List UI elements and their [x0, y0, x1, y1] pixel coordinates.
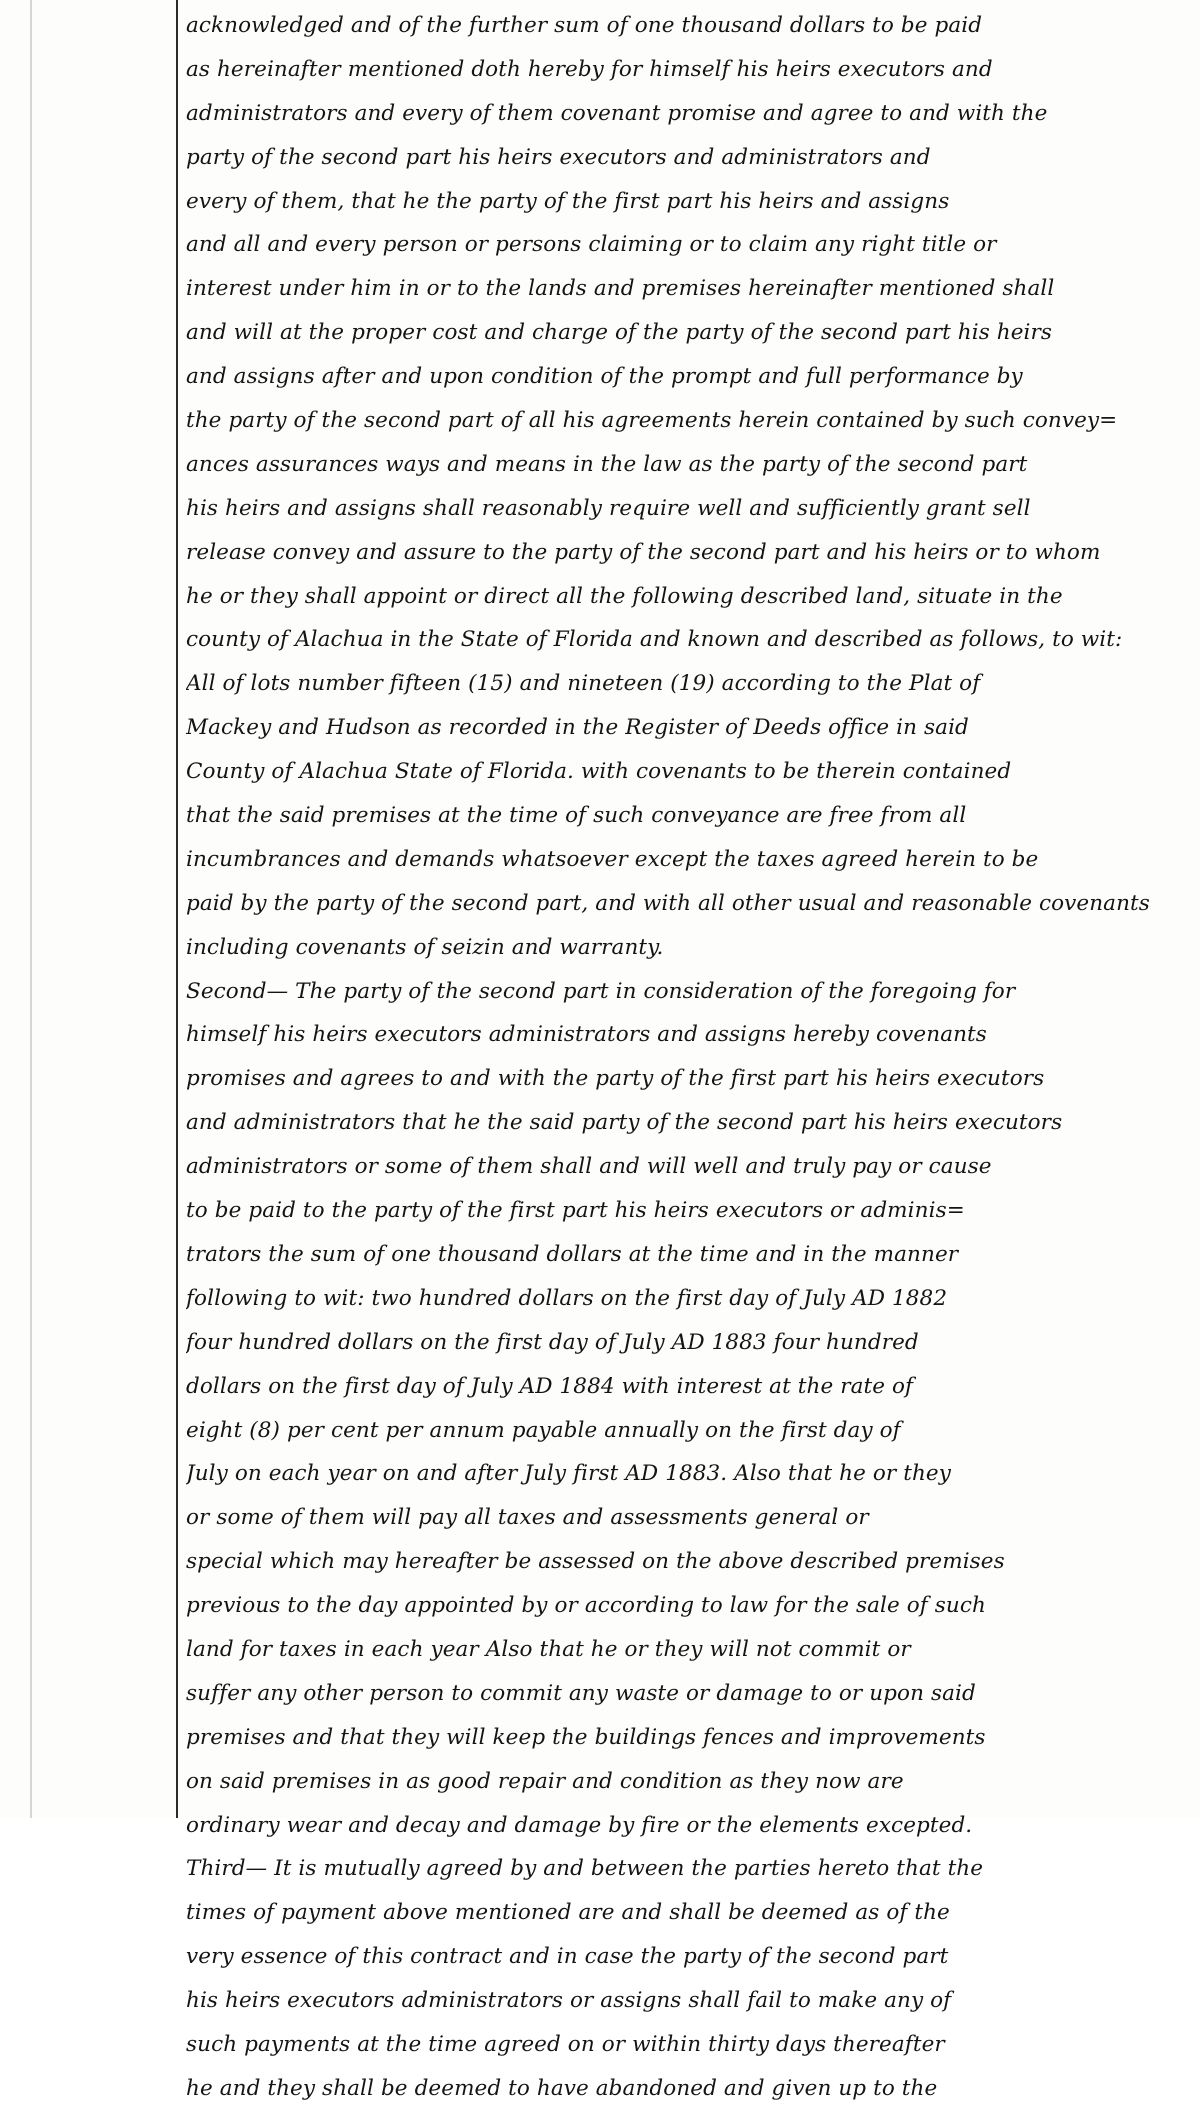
text-line: to be paid to the party of the first part his heirs executors or adminis=	[186, 1198, 965, 1224]
text-line: administrators and every of them covenant promise and agree to and with the	[186, 100, 1048, 126]
text-line: trators the sum of one thousand dollars at the time and in the manner	[186, 1241, 959, 1267]
text-line: promises and agrees to and with the party of the first part his heirs executors	[186, 1066, 1045, 1092]
text-line: himself his heirs executors administrators and assigns hereby covenants	[186, 1022, 987, 1048]
text-line: he and they shall be deemed to have abandoned and given up to the	[186, 2075, 938, 2101]
text-line: release convey and assure to the party of the second part and his heirs or to whom	[186, 539, 1101, 565]
text-line: and assigns after and upon condition of the prompt and full performance by	[186, 364, 1023, 390]
text-line: administrators or some of them shall and will well and truly pay or cause	[186, 1154, 992, 1180]
text-line: July on each year on and after July first AD 1883. Also that he or they	[186, 1461, 951, 1487]
text-line: special which may hereafter be assessed on the above described premises	[186, 1549, 1005, 1575]
text-line: or some of them will pay all taxes and assessments general or	[186, 1505, 869, 1531]
page-edge-shadow	[30, 0, 32, 1818]
text-line: county of Alachua in the State of Florida and known and described as follows, to wit:	[186, 627, 1123, 653]
text-line: as hereinafter mentioned doth hereby for himself his heirs executors and	[186, 56, 993, 82]
text-line: ordinary wear and decay and damage by fire or the elements excepted.	[186, 1812, 973, 1838]
text-line: County of Alachua State of Florida. with covenants to be therein contained	[186, 759, 1012, 785]
handwritten-text-block	[186, 4, 1186, 2111]
text-line: party of the second part his heirs executors and administrators and	[186, 144, 931, 170]
text-line: Second— The party of the second part in consideration of the foregoing for	[186, 978, 1016, 1004]
text-line: premises and that they will keep the buildings fences and improvements	[186, 1724, 986, 1750]
text-line: times of payment above mentioned are and shall be deemed as of the	[186, 1900, 950, 1926]
text-line: his heirs and assigns shall reasonably require well and sufficiently grant sell	[186, 495, 1031, 521]
text-line: paid by the party of the second part, and with all other usual and reasonable covenants	[186, 890, 1150, 916]
text-line: on said premises in as good repair and condition as they now are	[186, 1768, 904, 1794]
text-line: every of them, that he the party of the first part his heirs and assigns	[186, 188, 950, 214]
text-line: including covenants of seizin and warranty.	[186, 934, 664, 960]
text-line: interest under him in or to the lands and premises hereinafter mentioned shall	[186, 276, 1055, 302]
text-line: previous to the day appointed by or according to law for the sale of such	[186, 1593, 986, 1619]
text-line: Mackey and Hudson as recorded in the Register of Deeds office in said	[186, 715, 969, 741]
margin-rule	[176, 0, 178, 1818]
text-line: Third— It is mutually agreed by and between the parties hereto that the	[186, 1856, 984, 1882]
text-line: and will at the proper cost and charge of the party of the second part his heirs	[186, 320, 1053, 346]
text-line: ances assurances ways and means in the law as the party of the second part	[186, 451, 1028, 477]
text-line: he or they shall appoint or direct all the following described land, situate in the	[186, 583, 1063, 609]
text-line: and administrators that he the said party of the second part his heirs executors	[186, 1110, 1063, 1136]
text-line: suffer any other person to commit any waste or damage to or upon said	[186, 1680, 976, 1706]
text-line: very essence of this contract and in case the party of the second part	[186, 1944, 949, 1970]
text-line: such payments at the time agreed on or within thirty days thereafter	[186, 2031, 945, 2057]
text-line: four hundred dollars on the first day of July AD 1883 four hundred	[186, 1329, 919, 1355]
text-line: incumbrances and demands whatsoever except the taxes agreed herein to be	[186, 846, 1039, 872]
text-line: his heirs executors administrators or assigns shall fail to make any of	[186, 1988, 952, 2014]
text-line: dollars on the first day of July AD 1884 with interest at the rate of	[186, 1373, 914, 1399]
text-line: following to wit: two hundred dollars on the first day of July AD 1882	[186, 1285, 948, 1311]
text-line: All of lots number fifteen (15) and nineteen (19) according to the Plat of	[186, 671, 981, 697]
text-line: the party of the second part of all his agreements herein contained by such convey=	[186, 408, 1118, 434]
text-line: that the said premises at the time of such conveyance are free from all	[186, 803, 967, 829]
text-line: and all and every person or persons claiming or to claim any right title or	[186, 232, 997, 258]
text-line: eight (8) per cent per annum payable annually on the first day of	[186, 1417, 901, 1443]
text-line: land for taxes in each year Also that he or they will not commit or	[186, 1636, 911, 1662]
text-line: acknowledged and of the further sum of one thousand dollars to be paid	[186, 13, 983, 38]
